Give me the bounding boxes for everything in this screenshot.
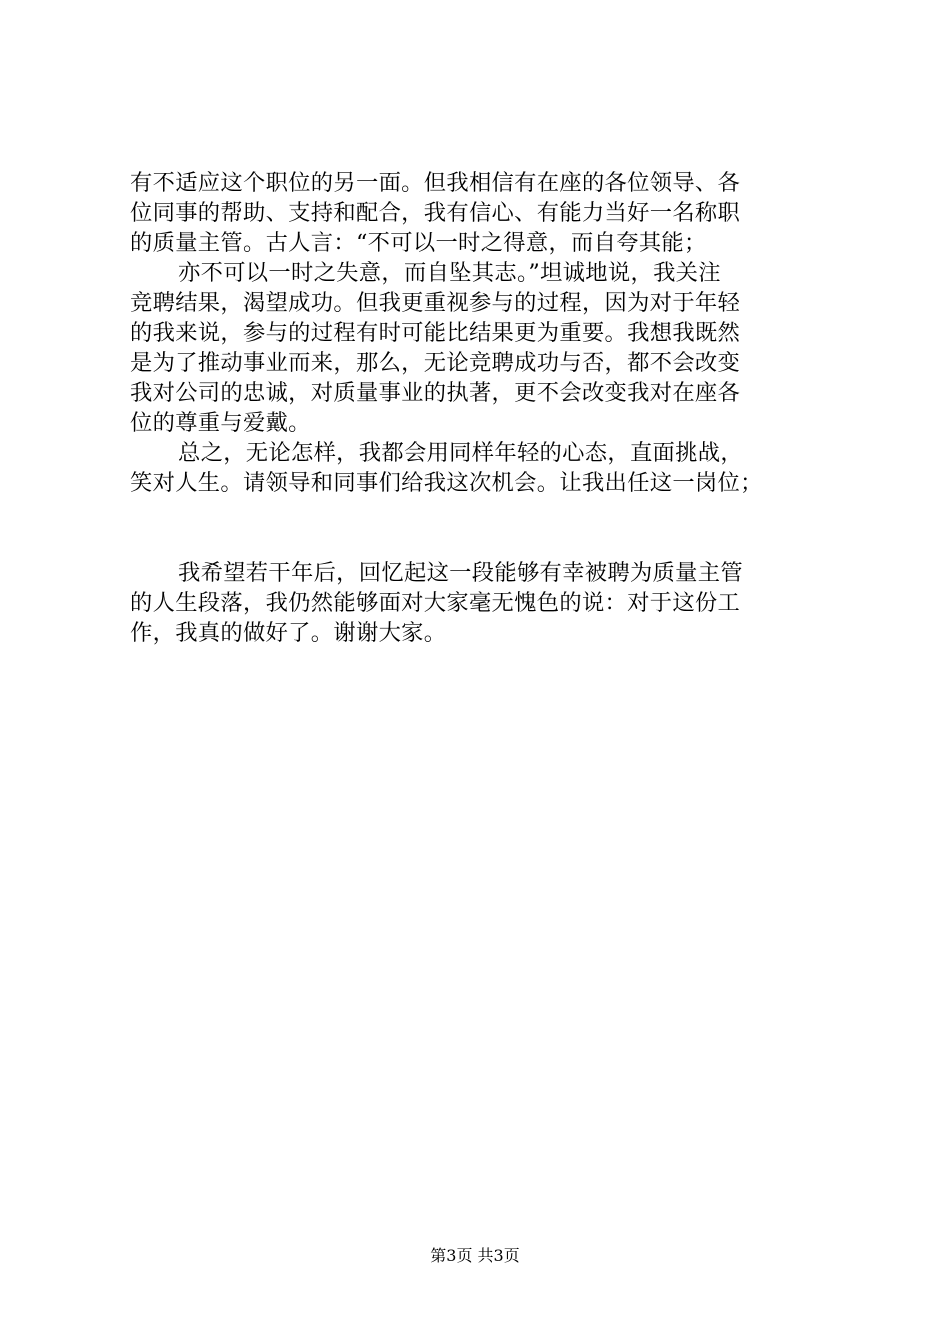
paragraph-summary [130, 438, 830, 498]
text-line: 总之，无论怎样，我都会用同样年轻的心态，直面挑战， [178, 440, 743, 466]
paragraph-gap [130, 498, 830, 558]
text-line: 的人生段落，我仍然能够面对大家毫无愧色的说：对于这份工 [130, 590, 741, 616]
text-line: 竞聘结果，渴望成功。但我更重视参与的过程，因为对于年轻 [130, 290, 741, 316]
text-line: 笑对人生。请领导和同事们给我这次机会。让我出任这一岗位； [130, 470, 763, 496]
text-line: 位的尊重与爱戴。 [130, 410, 311, 436]
paragraph-continuation [130, 168, 830, 258]
text-line: 作，我真的做好了。谢谢大家。 [130, 620, 447, 646]
document-body [130, 168, 830, 648]
paragraph-quote [130, 258, 830, 438]
text-line: 我对公司的忠诚，对质量事业的执著，更不会改变我对在座各 [130, 380, 741, 406]
paragraph-closing [130, 558, 830, 648]
page-number: 第3页 共3页 [430, 1246, 520, 1265]
page-footer [0, 1246, 950, 1266]
text-line: 位同事的帮助、支持和配合，我有信心、有能力当好一名称职 [130, 200, 741, 226]
text-line: 的质量主管。古人言：“不可以一时之得意，而自夸其能； [130, 230, 707, 256]
text-line: 有不适应这个职位的另一面。但我相信有在座的各位领导、各 [130, 170, 741, 196]
text-line: 我希望若干年后，回忆起这一段能够有幸被聘为质量主管 [178, 560, 743, 586]
text-line: 亦不可以一时之失意，而自坠其志。”坦诚地说，我关注 [178, 260, 721, 286]
text-line: 的我来说，参与的过程有时可能比结果更为重要。我想我既然 [130, 320, 741, 346]
text-line: 是为了推动事业而来，那么，无论竞聘成功与否，都不会改变 [130, 350, 741, 376]
